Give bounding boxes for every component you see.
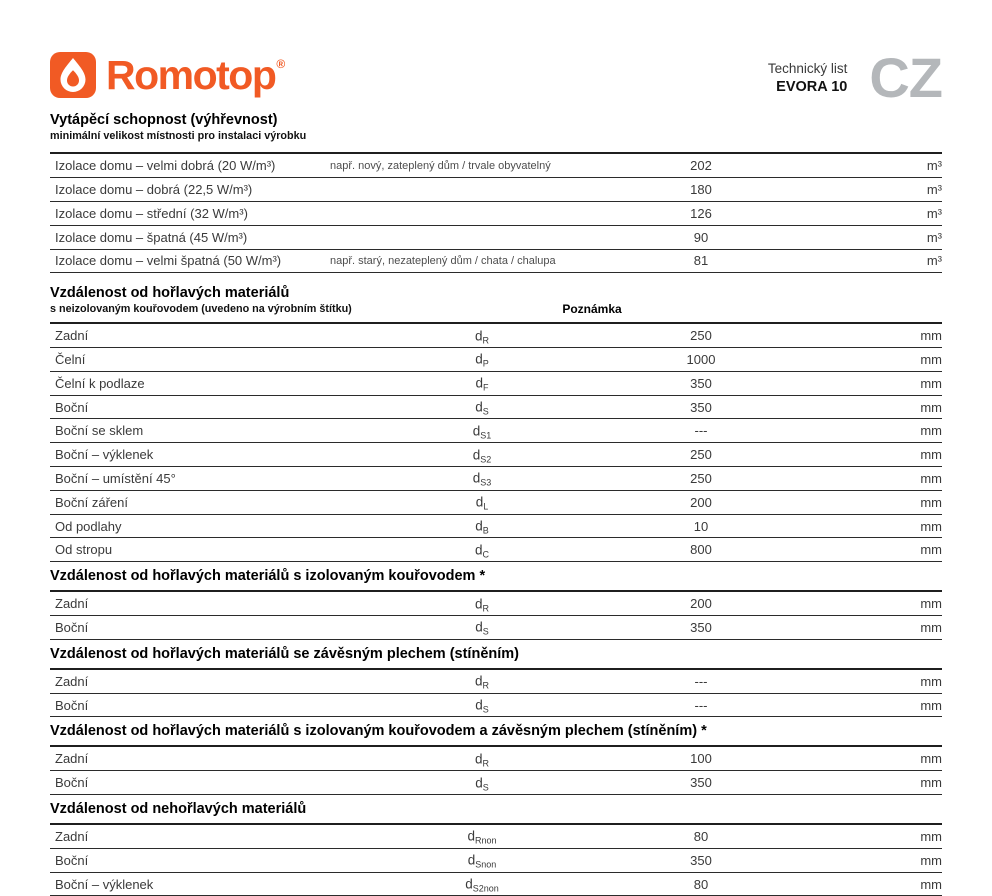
brand-wordmark-wrap — [106, 51, 286, 98]
section-title: Vzdálenost od hořlavých materiálů — [50, 285, 290, 302]
row-note: např. starý, nezateplený dům / chata / chalupa — [330, 254, 556, 267]
table-row — [50, 372, 942, 396]
row-unit: mm — [920, 775, 942, 791]
row-unit: mm — [920, 470, 942, 486]
row-note-symbol-cell — [330, 467, 634, 490]
symbol-subscript: S3 — [480, 477, 492, 488]
row-symbol — [468, 853, 497, 868]
row-value: 800 — [690, 542, 712, 558]
table-row — [50, 849, 942, 873]
table-row — [50, 154, 942, 178]
row-label: Zadní — [55, 328, 89, 344]
row-unit: m³ — [926, 205, 942, 221]
row-unit: mm — [920, 399, 942, 415]
symbol-subscript: F — [483, 382, 489, 393]
symbol-subscript: S — [482, 406, 489, 417]
row-symbol — [475, 674, 489, 689]
symbol-base: d — [474, 328, 483, 344]
row-unit: mm — [920, 751, 942, 767]
row-note-symbol-cell — [330, 849, 634, 872]
row-note-symbol-cell — [330, 324, 634, 347]
row-unit: mm — [920, 828, 942, 844]
table-row — [50, 747, 942, 771]
row-label: Izolace domu – dobrá (22,5 W/m³) — [55, 182, 253, 197]
symbol-subscript: R — [482, 603, 490, 614]
symbol-base: d — [467, 852, 476, 868]
section-distance-shield-plate — [50, 646, 942, 718]
symbol-base: d — [475, 775, 483, 791]
row-label: Zadní — [55, 673, 89, 689]
row-note-symbol-cell — [330, 515, 634, 538]
row-symbol — [476, 495, 489, 510]
section-distance-nonflammable — [50, 801, 942, 896]
note-column-header: Poznámka — [562, 302, 622, 317]
row-label: Boční — [55, 399, 89, 415]
row-unit: mm — [920, 447, 942, 463]
symbol-base: d — [474, 596, 483, 612]
row-note-symbol-cell — [330, 443, 634, 466]
header-right — [767, 46, 942, 109]
table-row — [50, 538, 942, 562]
row-unit: mm — [920, 328, 942, 344]
section-title: Vzdálenost od hořlavých materiálů s izolovaným kouřovodem * — [50, 568, 486, 585]
symbol-subscript: R — [482, 335, 490, 346]
section-title: Vytápěcí schopnost (výhřevnost) — [50, 112, 278, 129]
row-unit: m³ — [926, 182, 942, 197]
section-subtitle-row — [50, 303, 942, 316]
symbol-subscript: R — [482, 680, 490, 691]
symbol-base: d — [475, 518, 483, 534]
table-row — [50, 825, 942, 849]
row-note-symbol-cell — [330, 616, 634, 639]
row-note-symbol-cell — [330, 670, 634, 693]
distance-insulated-table — [50, 590, 942, 640]
distance-nonflammable-table — [50, 823, 942, 896]
symbol-base: d — [475, 351, 483, 367]
symbol-subscript: S — [482, 626, 489, 637]
row-symbol — [467, 829, 496, 844]
table-row — [50, 226, 942, 250]
row-note-symbol-cell — [330, 491, 634, 514]
row-label: Čelní — [55, 351, 86, 367]
table-row — [50, 178, 942, 202]
symbol-subscript: B — [482, 525, 489, 536]
romotop-logo — [50, 52, 285, 98]
row-unit: mm — [920, 876, 942, 892]
symbol-base: d — [475, 619, 483, 635]
row-value: --- — [694, 697, 708, 713]
row-note-symbol-cell — [330, 771, 634, 794]
row-note-symbol-cell — [330, 592, 634, 615]
row-note-symbol-cell — [330, 396, 634, 419]
symbol-base: d — [474, 673, 483, 689]
row-label: Boční — [55, 852, 89, 868]
table-row — [50, 515, 942, 539]
row-unit: m³ — [926, 158, 942, 174]
row-unit: m³ — [926, 253, 942, 269]
section-title: Vzdálenost od hořlavých materiálů s izolovaným kouřovodem a závěsným plechem (stíněním) * — [50, 723, 707, 740]
symbol-base: d — [474, 751, 483, 767]
row-value: 1000 — [686, 351, 716, 367]
row-unit: m³ — [926, 229, 942, 245]
heating-capacity-table — [50, 152, 942, 273]
row-symbol — [474, 751, 490, 769]
row-label: Boční – umístění 45° — [55, 470, 176, 486]
row-label: Zadní — [55, 828, 89, 844]
row-label: Boční se sklem — [55, 423, 144, 439]
language-code: CZ — [869, 46, 942, 109]
row-value: 250 — [690, 328, 712, 344]
table-row — [50, 873, 942, 896]
table-row — [50, 670, 942, 694]
symbol-subscript: S2 — [480, 454, 492, 465]
section-heating-capacity — [50, 112, 942, 273]
row-note-symbol-cell — [330, 538, 634, 561]
row-symbol — [472, 447, 492, 465]
row-value: 81 — [693, 253, 709, 269]
symbol-subscript: P — [482, 358, 489, 369]
distance-insulated-shield-table — [50, 745, 942, 795]
row-value: 100 — [690, 751, 712, 767]
section-subtitle: s neizolovaným kouřovodem (uvedeno na výrobním štítku) — [50, 303, 352, 316]
row-label: Boční – výklenek — [55, 447, 154, 463]
row-value: --- — [694, 673, 708, 689]
symbol-subscript: S1 — [480, 430, 492, 441]
row-value: 250 — [690, 470, 712, 486]
row-unit: mm — [920, 351, 942, 367]
row-value: 126 — [690, 205, 712, 221]
row-note-symbol-cell — [330, 154, 634, 177]
table-row — [50, 324, 942, 348]
symbol-base: d — [467, 828, 475, 844]
row-label: Boční — [55, 775, 89, 791]
row-label: Boční — [55, 619, 89, 635]
row-label: Izolace domu – velmi špatná (50 W/m³) — [55, 253, 282, 269]
row-value: --- — [694, 423, 708, 439]
symbol-subscript: S — [482, 782, 489, 793]
row-value: 350 — [690, 775, 712, 791]
row-unit: mm — [920, 542, 942, 558]
row-unit: mm — [920, 596, 942, 612]
page-header — [50, 46, 942, 109]
row-symbol — [474, 328, 490, 346]
row-label: Čelní k podlaze — [55, 375, 145, 391]
row-unit: mm — [920, 494, 942, 510]
row-unit: mm — [920, 697, 942, 713]
row-value: 180 — [690, 182, 712, 197]
table-row — [50, 419, 942, 443]
doc-type-label: Technický list — [767, 61, 848, 77]
row-label: Boční – výklenek — [55, 876, 154, 892]
row-note-symbol-cell — [330, 825, 634, 848]
row-note-symbol-cell — [330, 372, 634, 395]
row-symbol — [465, 877, 499, 892]
row-value: 80 — [693, 828, 709, 844]
table-row — [50, 348, 942, 372]
row-label: Zadní — [55, 751, 89, 767]
flame-icon — [50, 52, 96, 98]
table-row — [50, 467, 942, 491]
symbol-base: d — [465, 876, 473, 892]
row-unit: mm — [920, 673, 942, 689]
table-row — [50, 250, 942, 274]
row-note-symbol-cell — [330, 250, 634, 273]
table-row — [50, 694, 942, 718]
symbol-base: d — [472, 447, 481, 463]
row-label: Izolace domu – špatná (45 W/m³) — [55, 229, 248, 245]
symbol-base: d — [474, 542, 483, 558]
row-note-symbol-cell — [330, 419, 634, 442]
row-symbol — [475, 519, 489, 534]
row-value: 250 — [690, 447, 712, 463]
section-title: Vzdálenost od nehořlavých materiálů — [50, 801, 307, 818]
brand-wordmark: Romotop — [106, 51, 276, 98]
row-note-symbol-cell — [330, 747, 634, 770]
row-symbol — [475, 775, 489, 793]
table-row — [50, 491, 942, 515]
row-label: Boční — [55, 697, 89, 713]
table-row — [50, 202, 942, 226]
row-unit: mm — [920, 852, 942, 868]
section-subtitle: minimální velikost místnosti pro instalaci výrobku — [50, 130, 307, 143]
symbol-subscript: L — [483, 501, 489, 512]
row-unit: mm — [920, 423, 942, 439]
section-title: Vzdálenost od hořlavých materiálů se závěsným plechem (stíněním) — [50, 645, 519, 662]
row-note-symbol-cell — [330, 348, 634, 371]
symbol-base: d — [475, 494, 484, 510]
product-name: EVORA 10 — [776, 79, 848, 96]
symbol-subscript: S — [482, 704, 489, 715]
row-unit: mm — [920, 518, 942, 534]
registered-trademark-icon: ® — [276, 56, 286, 71]
row-symbol — [475, 400, 489, 415]
row-label: Izolace domu – velmi dobrá (20 W/m³) — [55, 158, 276, 174]
row-symbol — [475, 376, 488, 391]
symbol-subscript: R — [482, 758, 490, 769]
row-note-symbol-cell — [330, 202, 634, 225]
table-row — [50, 771, 942, 795]
symbol-subscript: Rnon — [475, 835, 497, 846]
section-distance-insulated-and-shield — [50, 723, 942, 795]
row-label: Od podlahy — [55, 518, 122, 534]
section-distance-uninsulated-flue — [50, 285, 942, 562]
row-value: 90 — [693, 229, 709, 245]
symbol-base: d — [475, 375, 484, 391]
row-value: 80 — [693, 876, 709, 892]
symbol-base: d — [475, 399, 483, 415]
table-row — [50, 396, 942, 420]
row-symbol — [474, 596, 490, 614]
distance-uninsulated-table — [50, 322, 942, 562]
table-row — [50, 616, 942, 640]
row-value: 350 — [690, 399, 712, 415]
row-unit: mm — [920, 375, 942, 391]
row-note-symbol-cell — [330, 694, 634, 717]
symbol-subscript: C — [482, 549, 490, 560]
section-distance-insulated-flue — [50, 568, 942, 640]
row-unit: mm — [920, 619, 942, 635]
row-label: Izolace domu – střední (32 W/m³) — [55, 205, 248, 221]
symbol-base: d — [472, 470, 481, 486]
row-value: 10 — [693, 518, 709, 534]
row-symbol — [472, 423, 492, 441]
row-value: 200 — [690, 494, 712, 510]
symbol-base: d — [472, 423, 481, 439]
row-symbol — [475, 620, 489, 635]
doc-meta — [768, 61, 848, 95]
distance-shield-table — [50, 668, 942, 718]
row-value: 350 — [690, 375, 712, 391]
row-note-symbol-cell — [330, 873, 634, 896]
row-label: Boční záření — [55, 494, 128, 510]
row-symbol — [473, 471, 492, 486]
row-note: např. nový, zateplený dům / trvale obyvatelný — [330, 159, 551, 172]
row-label: Od stropu — [55, 542, 113, 558]
table-row — [50, 443, 942, 467]
row-value: 200 — [690, 596, 712, 612]
row-value: 350 — [690, 619, 712, 635]
table-row — [50, 592, 942, 616]
symbol-subscript: S2non — [472, 883, 499, 894]
symbol-subscript: Snon — [475, 859, 497, 870]
row-value: 202 — [690, 158, 712, 174]
row-value: 350 — [690, 852, 712, 868]
symbol-base: d — [475, 697, 483, 713]
row-symbol — [475, 698, 489, 713]
row-note-symbol-cell — [330, 178, 634, 201]
row-symbol — [475, 352, 489, 367]
row-label: Zadní — [55, 596, 89, 612]
row-note-symbol-cell — [330, 226, 634, 249]
row-symbol — [474, 542, 490, 560]
